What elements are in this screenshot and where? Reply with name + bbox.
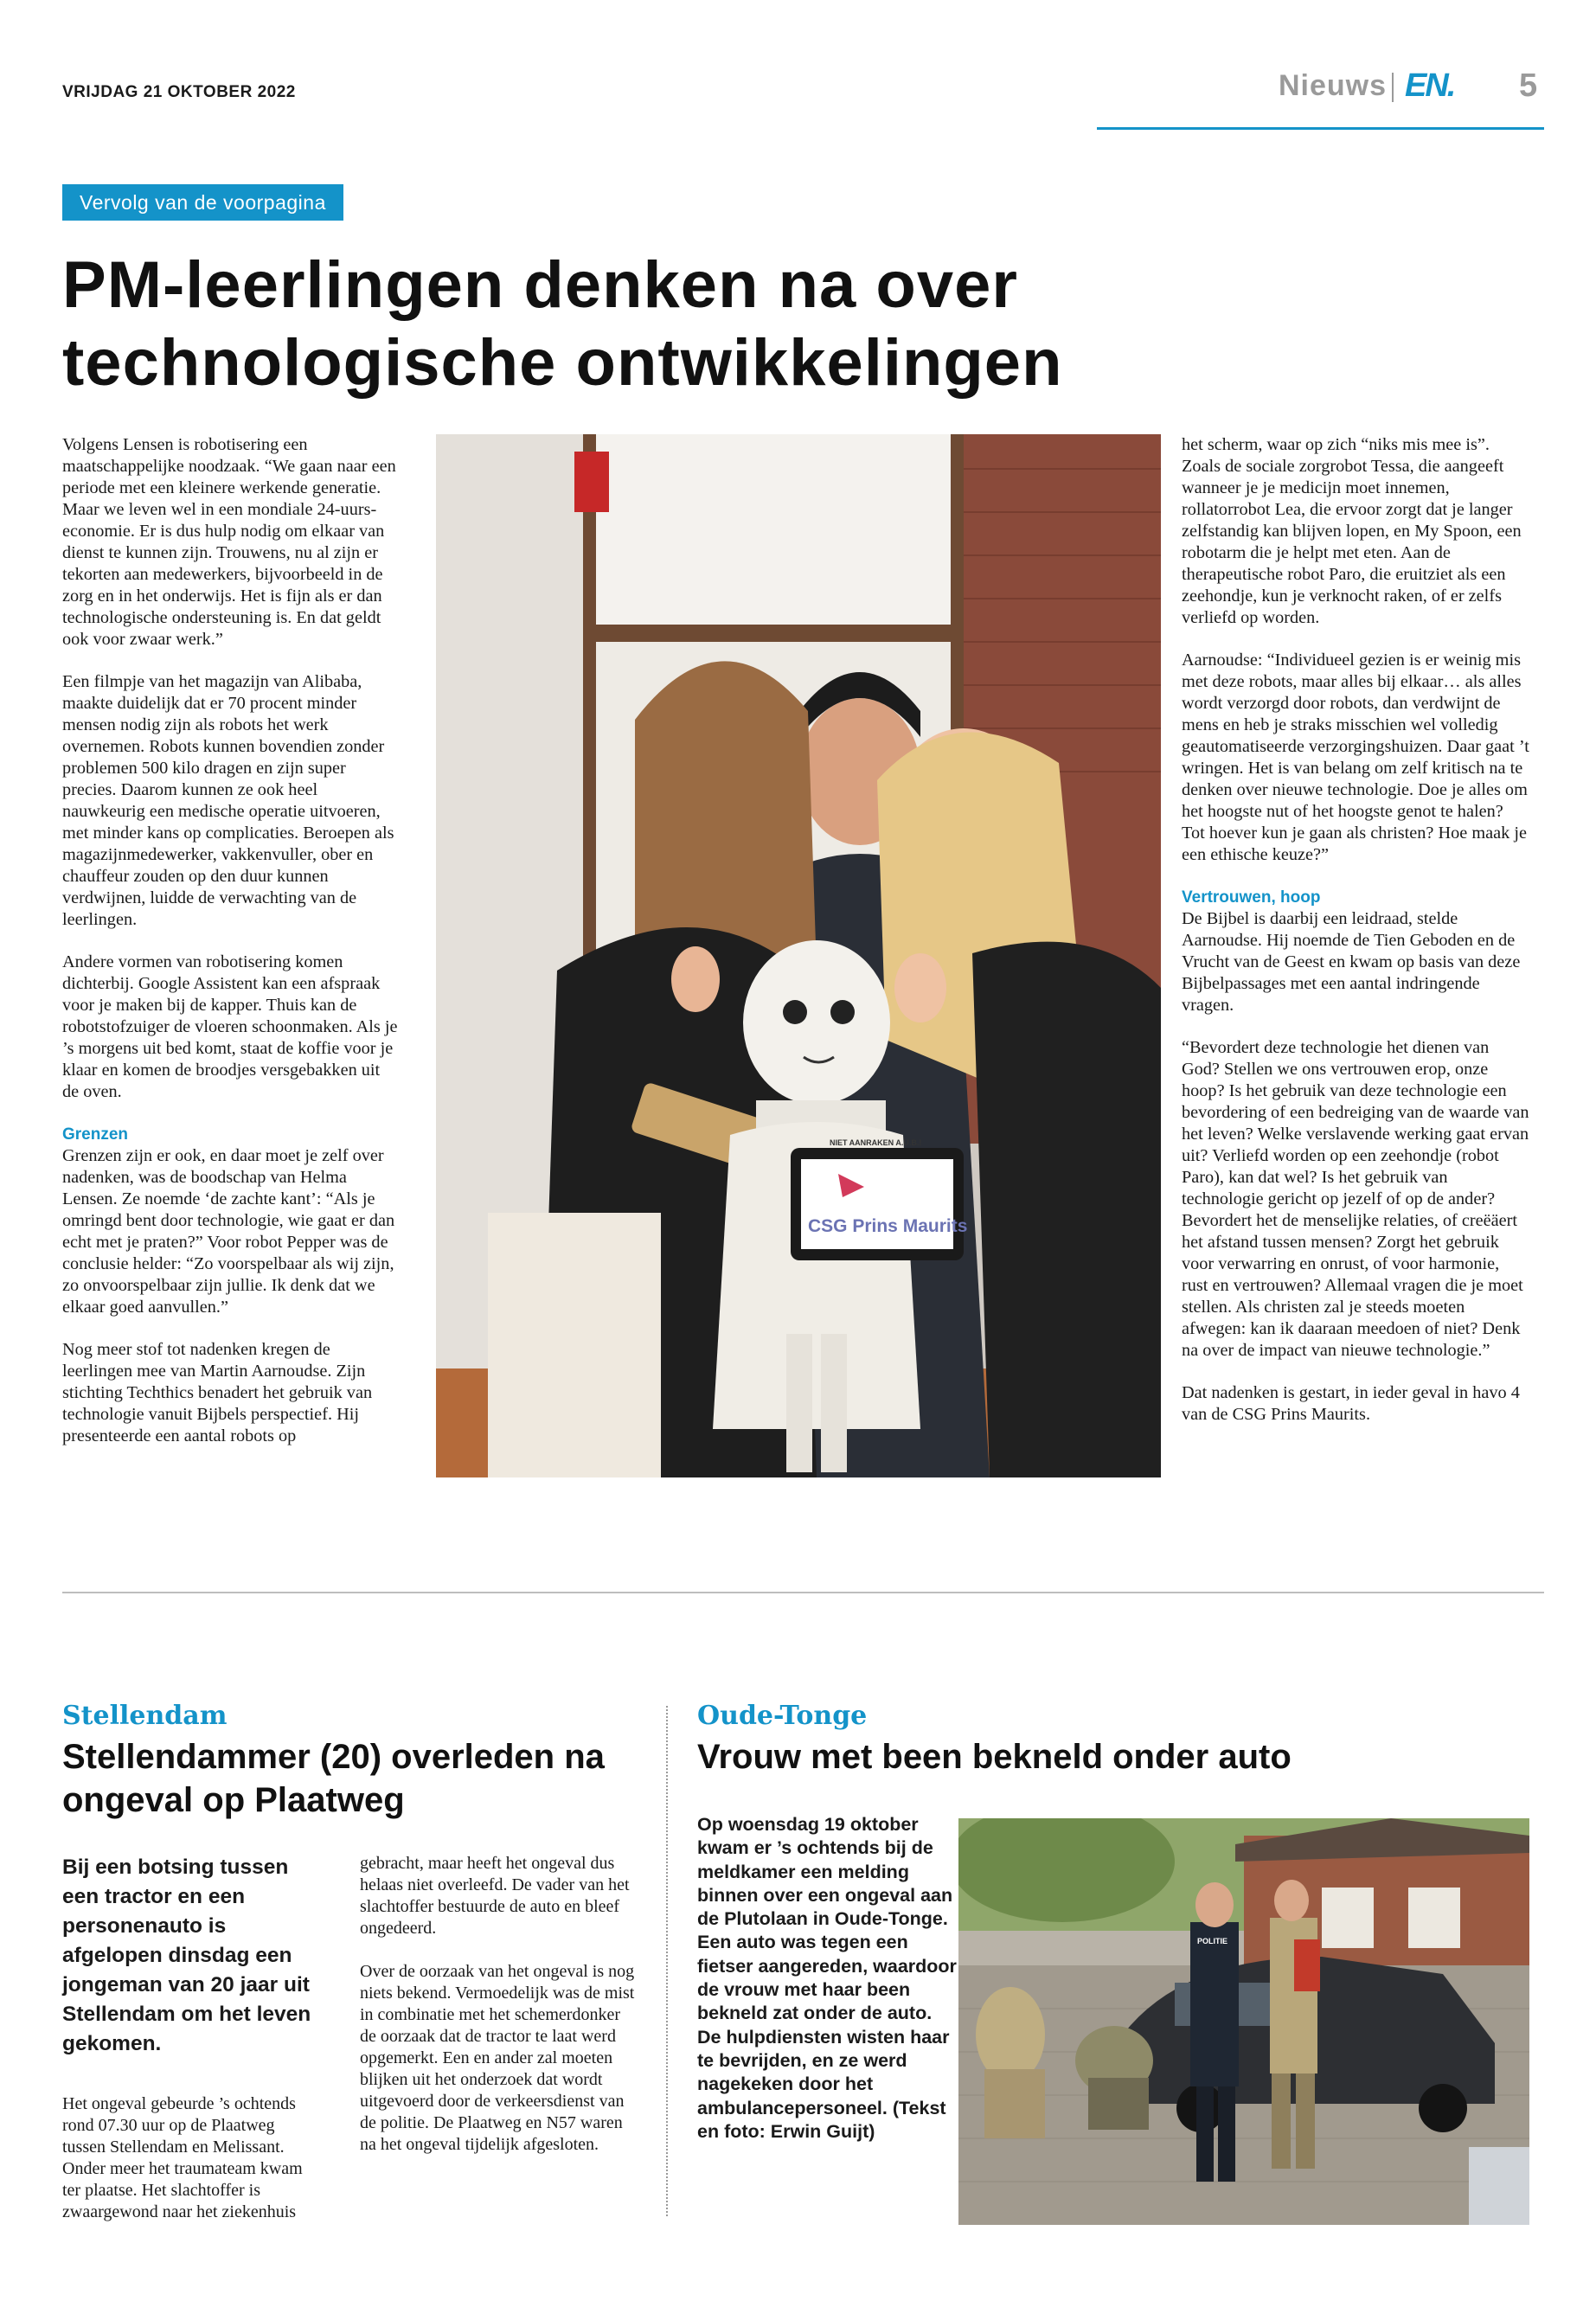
robot-selfie-photo — [436, 434, 1161, 1477]
paragraph: Nog meer stof tot nadenken kregen de leerlingen mee van Martin Aarnoudse. Zijn stichting Techthics benadert het gebruik van technologie vanuit Bijbels perspectief. Hij presenteerde een aantal robots op — [62, 1340, 373, 1445]
police-text: POLITIE — [1197, 1937, 1228, 1945]
paragraph: Een filmpje van het magazijn van Alibaba, maakte duidelijk dat er 70 procent minder mensen nodig zijn als robots het werk overnemen. Robots kunnen bovendien zonder problemen 500 kilo dragen en zijn super precies. Daarom kunnen ze ook heel nauwkeurig een medische operatie uitvoeren, met minder kans op complicaties. Beroepen als magazijnmedewerker, vakkenvuller, ober en chauffeur zouden op den duur kunnen verdwijnen, luidde de verwachting van de leerlingen. — [62, 672, 394, 929]
story2-location: Oude-Tonge — [697, 1701, 868, 1731]
story1-location: Stellendam — [62, 1701, 228, 1731]
paragraph: gebracht, maar heeft het ongeval dus helaas niet overleefd. De vader van het slachtoffer bestuurde de auto en bleef ongedeerd. — [360, 1854, 630, 1938]
story2-lead: Op woensdag 19 oktober kwam er ’s ochtends bij de meldkamer een melding binnen over een ongeval aan de Plutolaan in Oude-Tonge. Een auto was tegen een fietser aangereden, waardoor de vrouw met haar been bekneld zat onder de auto. De hulpdiensten wisten haar te bevrijden, en ze werd nagekeken door het ambulancepersoneel. (Tekst en foto: Erwin Guijt) — [697, 1814, 957, 2142]
continuation-kicker: Vervolg van de voorpagina — [62, 184, 343, 221]
issue-date: VRIJDAG 21 OKTOBER 2022 — [62, 83, 296, 101]
paragraph: Volgens Lensen is robotisering een maatschappelijke noodzaak. “We gaan naar een periode met een kleinere werkende generatie. Maar we leven wel in een mondiale 24-uurs-economie. Er is dus hulp nodig om elkaar van dienst te kunnen zijn. Trouwens, nu al zijn er tekorten aan medewerkers, bijvoorbeeld in de zorg en in het onderwijs. Het is fijn als er dan technologische ondersteuning is. En dat geldt ook voor zwaar werk.” — [62, 435, 396, 649]
article-column-3 — [1182, 434, 1529, 1446]
paragraph: Aarnoudse: “Individueel gezien is er weinig mis met deze robots, maar alles bij elkaar… als alles wordt verzorgd door robots, dan verdwijnt de mens en heb je straks misschien wel volledig geautomatiseerde verzorgingshuizen. Daar gaat ’t wringen. Het is van belang om zelf kritisch na te denken over nieuwe technologie. Doe je alles om het hoogste nut of het hoogste genot te halen? Tot hoever kun je gaan als christen? Hoe maak je een ethische keuze?” — [1182, 651, 1529, 864]
tablet-text: CSG Prins Maurits — [808, 1216, 968, 1236]
main-headline-line1: PM-leerlingen denken na over — [62, 248, 1018, 322]
main-headline — [62, 247, 1273, 402]
main-headline-line2: technologische ontwikkelingen — [62, 326, 1063, 400]
paragraph: Dat nadenken is gestart, in ieder geval in havo 4 van de CSG Prins Maurits. — [1182, 1383, 1520, 1424]
subhead-grenzen: Grenzen — [62, 1125, 129, 1144]
paragraph: Andere vormen van robotisering komen dichterbij. Google Assistent kan een afspraak voor je maken bij de kapper. Thuis kan de robotstofzuiger de vloeren schoonmaken. Als je ’s morgens uit bed komt, staat de koffie voor je klaar en komen de broodjes versgebakken uit de oven. — [62, 952, 398, 1101]
paragraph: Grenzen zijn er ook, en daar moet je zelf over nadenken, was de boodschap van Helma Lensen. Ze noemde ‘de zachte kant’: “Als je omringd bent door technologie, wie gaat er dan echt met je praten?” Voor robot Pepper was de conclusie helder: “Zo voorspelbaar als wij zijn, zo onvoorspelbaar zijn jullie. Ik denk dat we elkaar goed aanvullen.” — [62, 1146, 395, 1317]
robot-label: NIET AANRAKEN A.U.B.! — [830, 1138, 922, 1147]
article-column-1 — [62, 434, 400, 1468]
story2-headline: Vrouw met been bekneld onder auto — [697, 1738, 1292, 1776]
paragraph: “Bevordert deze technologie het dienen van God? Stellen we ons vertrouwen erop, onze hoop? Is het gebruik van deze technologie een bevordering of een bedreiging van de waarde van het leven? Welke verslavende werking gaat ervan uit? Verliefd worden op een zeehondje (robot Paro), kan dat wel? Is het gebruik van technologie gericht op jezelf of op de ander? Bevordert het de menselijke relaties, of creëäert het afstand tussen mensen? Zorgt het gebruik voor verwarring en onrust, of voor harmonie, rust en vertrouwen? Allemaal vragen die je moet stellen. Als christen zal je steeds moeten afwegen: kan ik daaraan meedoen of niet? Denk na over de impact van nieuwe technologie.” — [1182, 1038, 1529, 1360]
story1-headline: Stellendammer (20) overleden na ongeval op Plaatweg — [62, 1738, 605, 1819]
page-number: 5 — [1519, 67, 1538, 104]
story1-lead: Bij een botsing tussen een tractor en een personenauto is afgelopen dinsdag een jongeman van 20 jaar uit Stellendam om het leven gekomen. — [62, 1856, 311, 2055]
subhead-vertrouwen: Vertrouwen, hoop — [1182, 888, 1321, 907]
section-divider — [62, 1592, 1544, 1593]
section-name[interactable]: Nieuws — [1279, 69, 1388, 102]
en-logo[interactable]: EN. — [1405, 67, 1455, 104]
paragraph: De Bijbel is daarbij een leidraad, stelde Aarnoudse. Hij noemde de Tien Geboden en de Vrucht van de Geest en kwam op basis van deze Bijbelpassages met een aantal indringende vragen. — [1182, 909, 1521, 1015]
paragraph: Over de oorzaak van het ongeval is nog niets bekend. Vermoedelijk was de mist in combinatie met het schemerdonker de oorzaak dat de tractor te laat werd opgemerkt. Een en ander zal moeten blijken uit het onderzoek dat wordt uitgevoerd door de verkeersdienst van de politie. De Plaatweg en N57 waren na het ongeval tijdelijk afgesloten. — [360, 1962, 635, 2154]
header-separator — [1392, 73, 1394, 102]
story1-body-col2 — [360, 1853, 637, 2177]
column-divider — [666, 1706, 668, 2216]
accident-photo — [958, 1818, 1529, 2225]
header-rule — [1097, 127, 1544, 130]
story1-body-col1: Het ongeval gebeurde ’s ochtends rond 07.30 uur op de Plaatweg tussen Stellendam en Melissant. Onder meer het traumateam kwam ter plaatse. Het slachtoffer is zwaargewond naar het ziekenhuis — [62, 2094, 303, 2221]
paragraph: het scherm, waar op zich “niks mis mee is”. Zoals de sociale zorgrobot Tessa, die aangeeft wanneer je je medicijn moet innemen, rollatorrobot Lea, die ervoor zorgt dat je langer zelfstandig kan blijven lopen, en My Spoon, een robotarm die je helpt met eten. Aan de therapeutische robot Paro, die eruitziet als een zeehondje, kun je verknocht raken, of er zelfs verliefd op worden. — [1182, 435, 1522, 627]
